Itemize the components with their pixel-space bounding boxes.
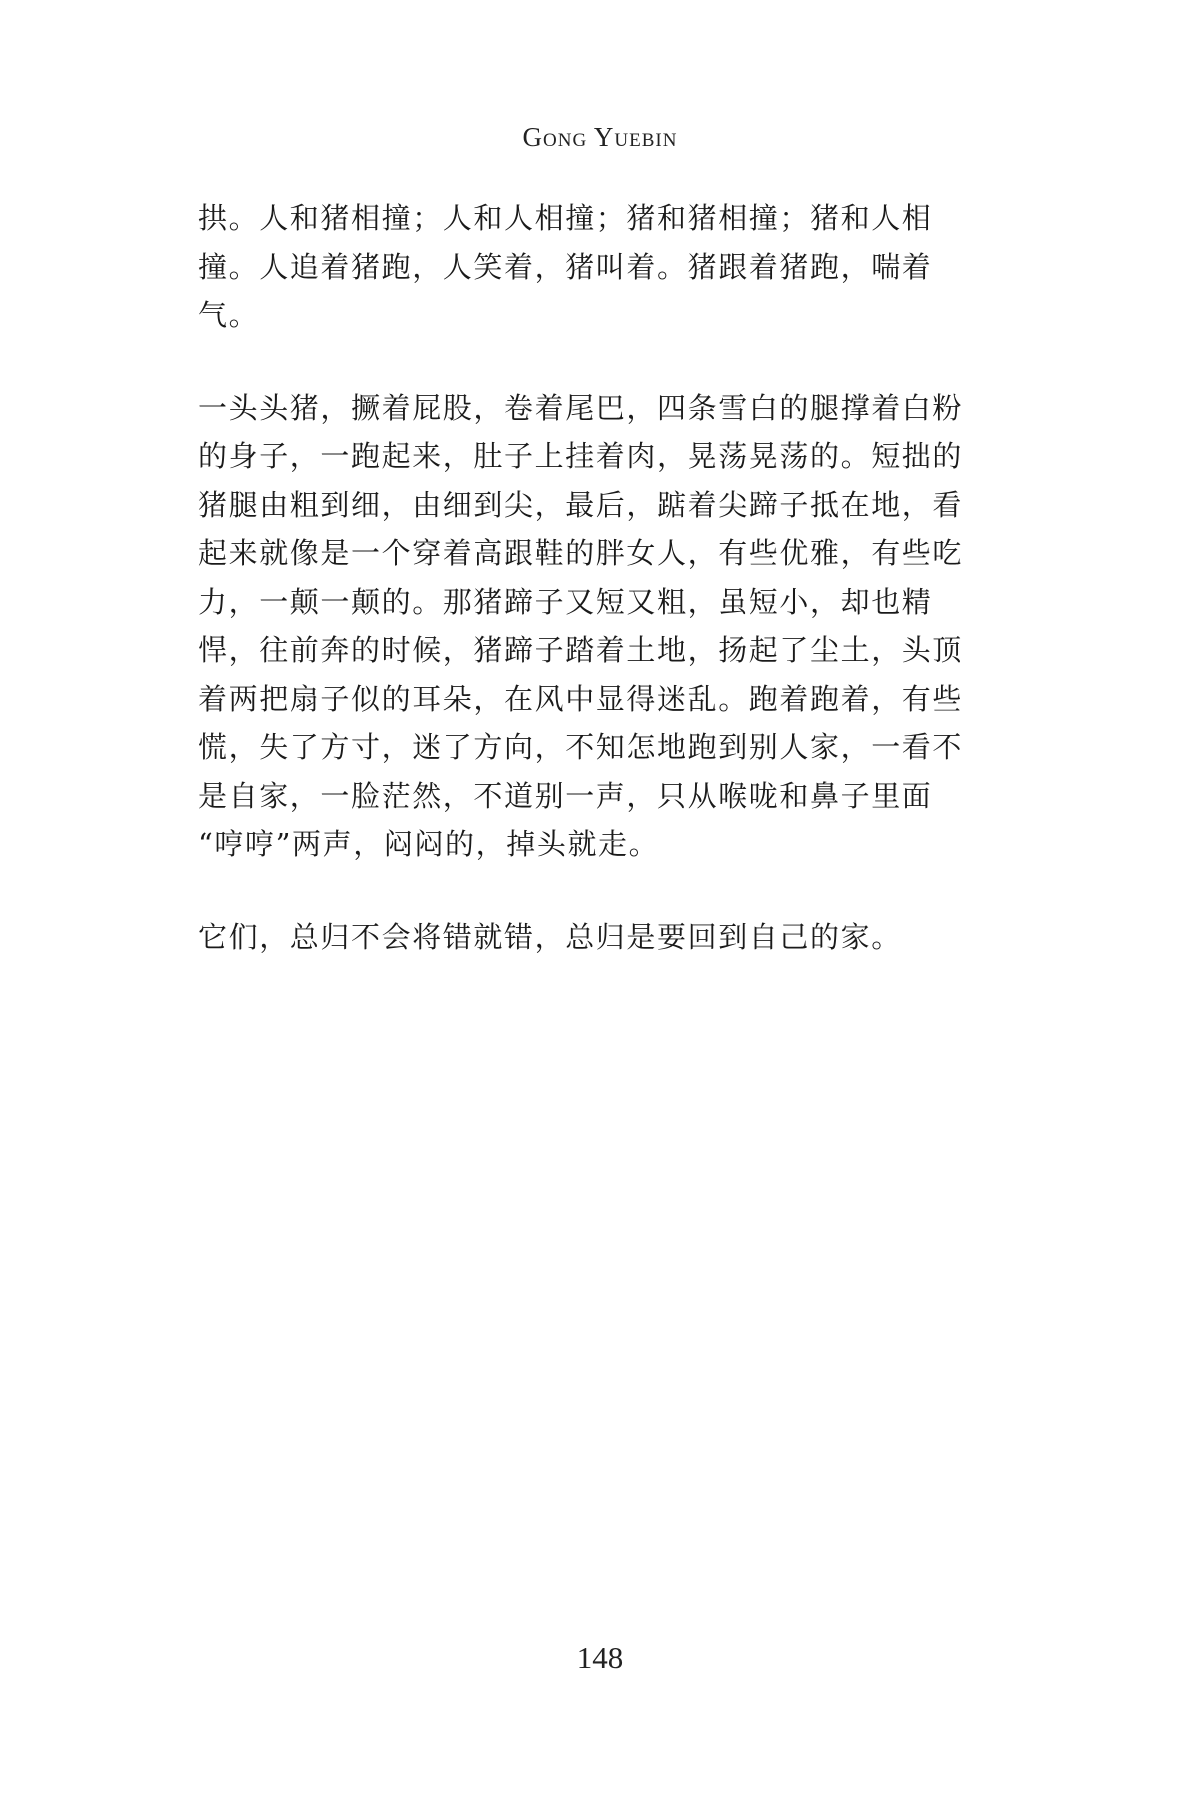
- text-line: 拱。人和猪相撞；人和人相撞；猪和猪相撞；猪和人相: [198, 201, 933, 235]
- text-line: “哼哼”两声，闷闷的，掉头就走。: [198, 827, 660, 861]
- text-line: 是自家，一脸茫然，不道别一声，只从喉咙和鼻子里面: [198, 778, 933, 813]
- text-line: 起来就像是一个穿着高跟鞋的胖女人，有些优雅，有些吃: [198, 536, 964, 570]
- paragraph-3: [198, 913, 1010, 962]
- text-line: 的身子，一跑起来，肚子上挂着肉，晃荡晃荡的。短拙的: [198, 439, 964, 473]
- body-text: [198, 194, 1010, 1005]
- text-line: 撞。人追着猪跑，人笑着，猪叫着。猪跟着猪跑，喘着: [198, 249, 933, 284]
- text-line: 力，一颠一颠的。那猪蹄子又短又粗，虽短小，却也精: [198, 584, 933, 619]
- text-line: 猪腿由粗到细，由细到尖，最后，踮着尖蹄子抵在地，看: [198, 487, 964, 522]
- paragraph-2: [198, 384, 1010, 869]
- text-line: 悍，往前奔的时候，猪蹄子踏着土地，扬起了尘土，头顶: [198, 633, 964, 667]
- text-line: 慌，失了方寸，迷了方向，不知怎地跑到别人家，一看不: [198, 730, 964, 764]
- text-line: 着两把扇子似的耳朵，在风中显得迷乱。跑着跑着，有些: [198, 681, 964, 716]
- paragraph-1: [198, 194, 1010, 340]
- text-line: 气。: [198, 298, 260, 332]
- running-head: Gong Yuebin: [522, 122, 678, 152]
- text-line: 一头头猪，撅着屁股，卷着尾巴，四条雪白的腿撑着白粉: [198, 390, 964, 425]
- page-number: 148: [576, 1640, 624, 1675]
- text-line: 它们，总归不会将错就错，总归是要回到自己的家。: [198, 919, 902, 954]
